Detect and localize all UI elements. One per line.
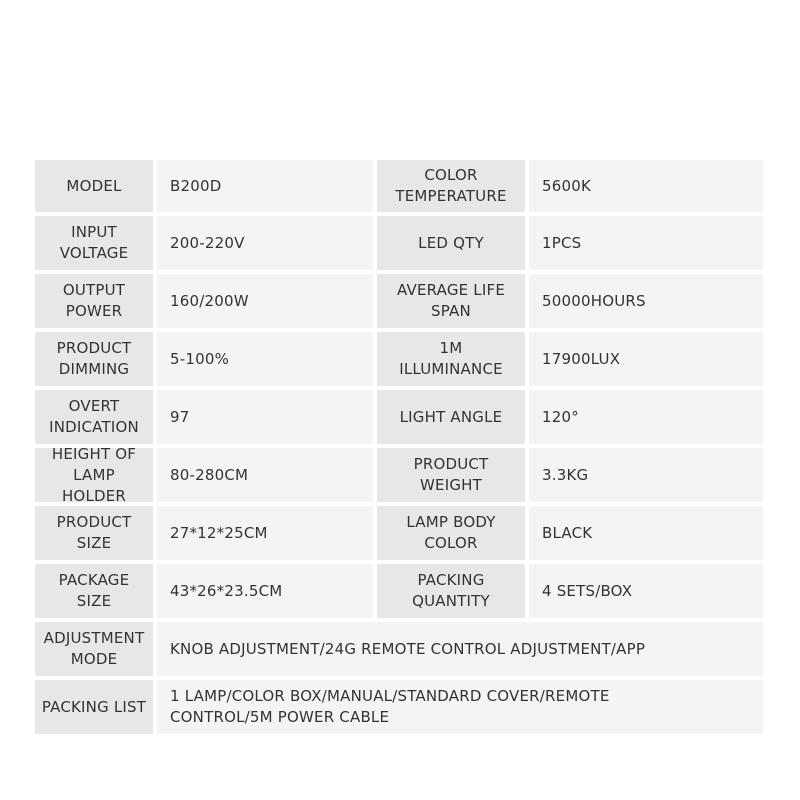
spec-row-product-dimming [35, 332, 763, 386]
spec-value-package-size: 43*26*23.5CM [157, 564, 373, 618]
spec-label-product-dimming: PRODUCT DIMMING [35, 332, 153, 386]
spec-value-model: B200D [157, 160, 373, 212]
spec-label-led-qty: LED QTY [377, 216, 525, 270]
spec-label-light-angle: LIGHT ANGLE [377, 390, 525, 444]
spec-row-overt-indication [35, 390, 763, 444]
spec-row-packing-list [35, 680, 763, 734]
spec-label-model: MODEL [35, 160, 153, 212]
spec-value-led-qty: 1PCS [529, 216, 763, 270]
spec-value-height-of-lamp-holder: 80-280CM [157, 448, 373, 502]
spec-label-adjustment-mode: ADJUSTMENT MODE [35, 622, 153, 676]
spec-row-product-size [35, 506, 763, 560]
spec-row-height-of-lamp-holder [35, 444, 763, 505]
spec-row-model [35, 160, 763, 212]
spec-value-adjustment-mode: KNOB ADJUSTMENT/24G REMOTE CONTROL ADJUSTMENT/APP [157, 622, 763, 676]
spec-label-product-weight: PRODUCT WEIGHT [377, 448, 525, 502]
spec-label-color-temperature: COLOR TEMPERATURE [377, 160, 525, 212]
spec-value-product-size: 27*12*25CM [157, 506, 373, 560]
spec-value-output-power: 160/200W [157, 274, 373, 328]
spec-table [35, 160, 763, 734]
spec-value-light-angle: 120° [529, 390, 763, 444]
spec-value-color-temperature: 5600K [529, 160, 763, 212]
spec-row-output-power [35, 274, 763, 328]
spec-label-packing-list: PACKING LIST [35, 680, 153, 734]
spec-label-package-size: PACKAGE SIZE [35, 564, 153, 618]
spec-row-adjustment-mode [35, 622, 763, 676]
spec-value-packing-quantity: 4 SETS/BOX [529, 564, 763, 618]
spec-value-lamp-body-color: BLACK [529, 506, 763, 560]
spec-label-input-voltage: INPUT VOLTAGE [35, 216, 153, 270]
spec-label-output-power: OUTPUT POWER [35, 274, 153, 328]
spec-label-1m-illuminance: 1M ILLUMINANCE [377, 332, 525, 386]
spec-value-overt-indication: 97 [157, 390, 373, 444]
spec-value-input-voltage: 200-220V [157, 216, 373, 270]
spec-label-overt-indication: OVERT INDICATION [35, 390, 153, 444]
spec-value-product-dimming: 5-100% [157, 332, 373, 386]
spec-value-product-weight: 3.3KG [529, 448, 763, 502]
spec-label-height-of-lamp-holder: HEIGHT OF LAMP HOLDER [35, 448, 153, 502]
spec-value-1m-illuminance: 17900LUX [529, 332, 763, 386]
spec-value-packing-list: 1 LAMP/COLOR BOX/MANUAL/STANDARD COVER/REMOTE CONTROL/5M POWER CABLE [157, 680, 763, 734]
spec-label-lamp-body-color: LAMP BODY COLOR [377, 506, 525, 560]
spec-label-packing-quantity: PACKING QUANTITY [377, 564, 525, 618]
spec-label-product-size: PRODUCT SIZE [35, 506, 153, 560]
spec-label-average-life-span: AVERAGE LIFE SPAN [377, 274, 525, 328]
spec-row-input-voltage [35, 216, 763, 270]
spec-value-average-life-span: 50000HOURS [529, 274, 763, 328]
spec-row-package-size [35, 564, 763, 618]
